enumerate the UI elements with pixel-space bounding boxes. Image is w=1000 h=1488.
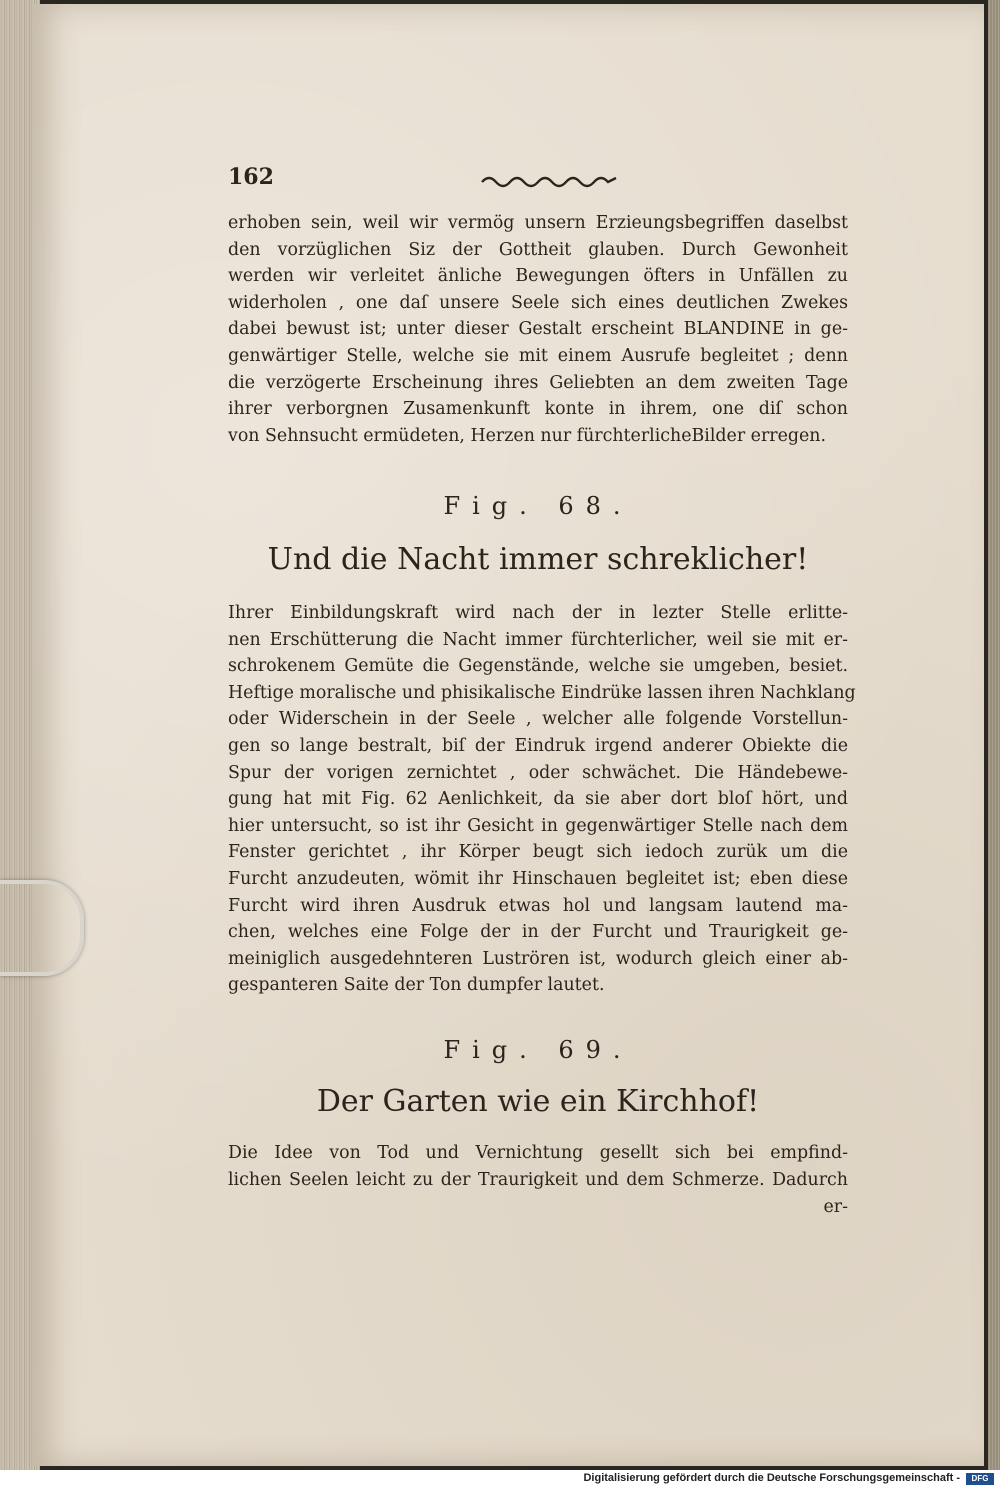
text-line: hier untersucht, so ist ihr Gesicht in gegenwärtiger Stelle nach dem [228,815,848,836]
text-line: genwärtiger Stelle, welche sie mit einem Ausrufe begleitet ; denn [228,345,848,366]
text-line: von Sehnsucht ermüdeten, Herzen nur fürchterlicheBilder erregen. [228,425,827,446]
fig-69-paragraph [228,1140,848,1193]
text-line: Furcht wird ihren Ausdruk etwas hol und langsam lautend ma- [228,895,848,916]
intro-paragraph [228,210,848,449]
text-line: Die Idee von Tod und Vernichtung gesellt sich bei empfind- [228,1143,848,1163]
text-line: meiniglich ausgedehnteren Luströren ist, wodurch gleich einer ab- [228,948,848,969]
fig-69-label: Fig. 69. [443,1036,633,1064]
text-line: nen Erschütterung die Nacht immer fürchterlicher, weil sie mit er- [228,629,848,650]
text-line: Fenster gerichtet , ihr Körper beugt sich iedoch zurük um die [228,842,848,863]
text-line: gespanteren Saite der Ton dumpfer lautet. [228,975,605,996]
text-line: gen so lange bestralt, biſ der Eindruk irgend anderer Obiekte die [228,735,848,756]
page-edges-right [988,0,1000,1470]
text-line: dabei bewust ist; unter dieser Gestalt erscheint BLANDINE in ge- [228,319,848,340]
wave-ornament-icon [480,172,620,188]
catchword: er- [823,1197,848,1217]
paper-clip-icon [0,880,84,976]
page-header [228,164,848,198]
text-line: Heftige moralische und phisikalische Eindrüke lassen ihren Nachklang [228,682,856,703]
fig-69-title: Der Garten wie ein Kirchhof! [316,1084,760,1119]
text-line: widerholen , one daſ unsere Seele sich eines deutlichen Zwekes [228,292,848,313]
dfg-logo: DFG [966,1473,994,1485]
text-line: oder Widerschein in der Seele , welcher alle folgende Vorstellun- [228,709,848,730]
fig-68-paragraph [228,600,856,999]
text-line: werden wir verleitet änliche Bewegungen öfters in Unfällen zu [228,266,848,287]
text-line: Spur der vorigen zernichtet , oder schwächet. Die Händebewe- [228,762,848,783]
text-line: lichen Seelen leicht zu der Traurigkeit und dem Schmerze. Dadurch [228,1169,848,1190]
text-line: den vorzüglichen Siz der Gottheit glauben. Durch Gewonheit [228,239,848,260]
text-line: Furcht anzudeuten, wömit ihr Hinschauen begleitet ist; eben diese [228,868,848,889]
text-line: ihrer verborgnen Zusamenkunft konte in ihrem, one diſ schon [228,399,848,420]
page-number: 162 [228,164,274,190]
footer-bar [0,1470,1000,1488]
fig-68-title: Und die Nacht immer schreklicher! [267,542,809,577]
text-line: Ihrer Einbildungskraft wird nach der in lezter Stelle erlitte- [228,603,848,623]
text-line: die verzögerte Erscheinung ihres Geliebten an dem zweiten Tage [228,372,848,393]
text-line: chen, welches eine Folge der in der Furcht und Traurigkeit ge- [228,922,848,943]
text-line: schrokenem Gemüte die Gegenstände, welche sie umgeben, besiet. [228,656,848,677]
funding-credit: Digitalisierung gefördert durch die Deutsche Forschungsgemeinschaft - [583,1472,960,1484]
text-line: erhoben sein, weil wir vermög unsern Erzieungsbegriffen daselbst [228,213,848,233]
fig-68-label: Fig. 68. [443,492,633,520]
text-line: gung hat mit Fig. 62 Aenlichkeit, da sie aber dort bloſ hört, und [228,789,848,810]
